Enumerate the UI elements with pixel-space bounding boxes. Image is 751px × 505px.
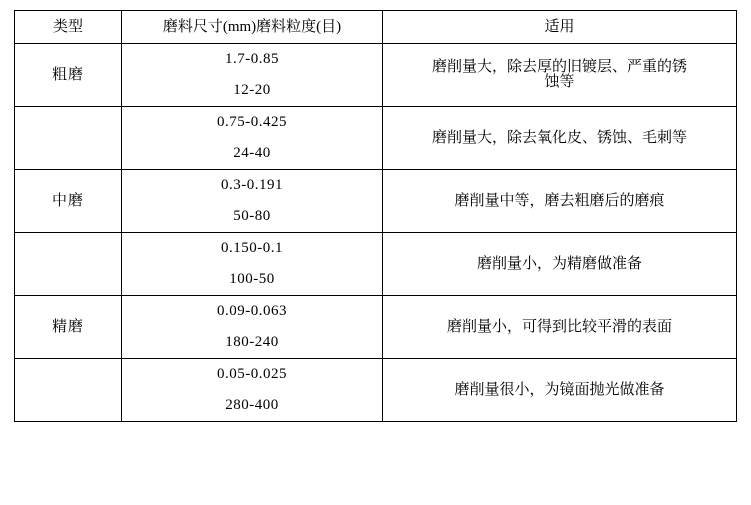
column-header-type: 类型 xyxy=(15,11,122,44)
cell-type xyxy=(15,107,122,170)
cell-type xyxy=(15,359,122,422)
column-header-size xyxy=(122,11,383,44)
table-row xyxy=(15,170,737,233)
cell-usage-line1: 磨削量大，除去氧化皮、锈蚀、毛刺等 xyxy=(431,129,687,146)
cell-usage xyxy=(383,170,737,233)
cell-usage-line1: 磨削量小，可得到比较平滑的表面 xyxy=(446,318,672,335)
cell-type: 精磨 xyxy=(15,296,122,359)
cell-size-dimension: 0.150-0.1 xyxy=(221,240,283,256)
cell-size-grit: 50-80 xyxy=(233,208,271,224)
cell-size-dimension: 0.75-0.425 xyxy=(217,114,287,130)
cell-size-dimension: 1.7-0.85 xyxy=(225,51,279,67)
cell-size-dimension: 0.09-0.063 xyxy=(217,303,287,319)
cell-size-dimension: 0.3-0.191 xyxy=(221,177,283,193)
table-header-row xyxy=(15,11,737,44)
cell-size-grit: 280-400 xyxy=(225,397,279,413)
cell-usage xyxy=(383,359,737,422)
table-header xyxy=(15,11,737,44)
cell-usage xyxy=(383,296,737,359)
cell-usage xyxy=(383,107,737,170)
cell-usage-line1: 磨削量大，除去厚的旧镀层、严重的锈 xyxy=(431,59,687,75)
document-page xyxy=(0,10,751,505)
table-row xyxy=(15,107,737,170)
table-row xyxy=(15,44,737,107)
cell-size-grit: 12-20 xyxy=(233,82,271,98)
table-row xyxy=(15,233,737,296)
abrasive-grinding-table xyxy=(14,10,737,422)
cell-type: 粗磨 xyxy=(15,44,122,107)
cell-size-grit: 24-40 xyxy=(233,145,271,161)
table-row xyxy=(15,359,737,422)
cell-size-grit: 180-240 xyxy=(225,334,279,350)
cell-size xyxy=(122,107,383,170)
cell-usage xyxy=(383,44,737,107)
cell-usage-line1: 磨削量中等，磨去粗磨后的磨痕 xyxy=(454,192,665,209)
cell-size-dimension: 0.05-0.025 xyxy=(217,366,287,382)
cell-usage-line1: 磨削量小，为精磨做准备 xyxy=(476,255,642,272)
cell-size-grit: 100-50 xyxy=(229,271,275,287)
cell-usage-line1: 磨削量很小，为镜面抛光做准备 xyxy=(454,381,665,398)
cell-size xyxy=(122,44,383,107)
cell-size xyxy=(122,233,383,296)
cell-size xyxy=(122,170,383,233)
cell-usage xyxy=(383,233,737,296)
cell-type xyxy=(15,233,122,296)
table-row xyxy=(15,296,737,359)
table-body xyxy=(15,44,737,422)
cell-usage-line2: 蚀等 xyxy=(544,74,575,90)
column-header-usage: 适用 xyxy=(383,11,737,44)
column-header-size-label: 磨料尺寸(mm)磨料粒度(目) xyxy=(162,18,342,35)
cell-type: 中磨 xyxy=(15,170,122,233)
cell-size xyxy=(122,359,383,422)
cell-size xyxy=(122,296,383,359)
